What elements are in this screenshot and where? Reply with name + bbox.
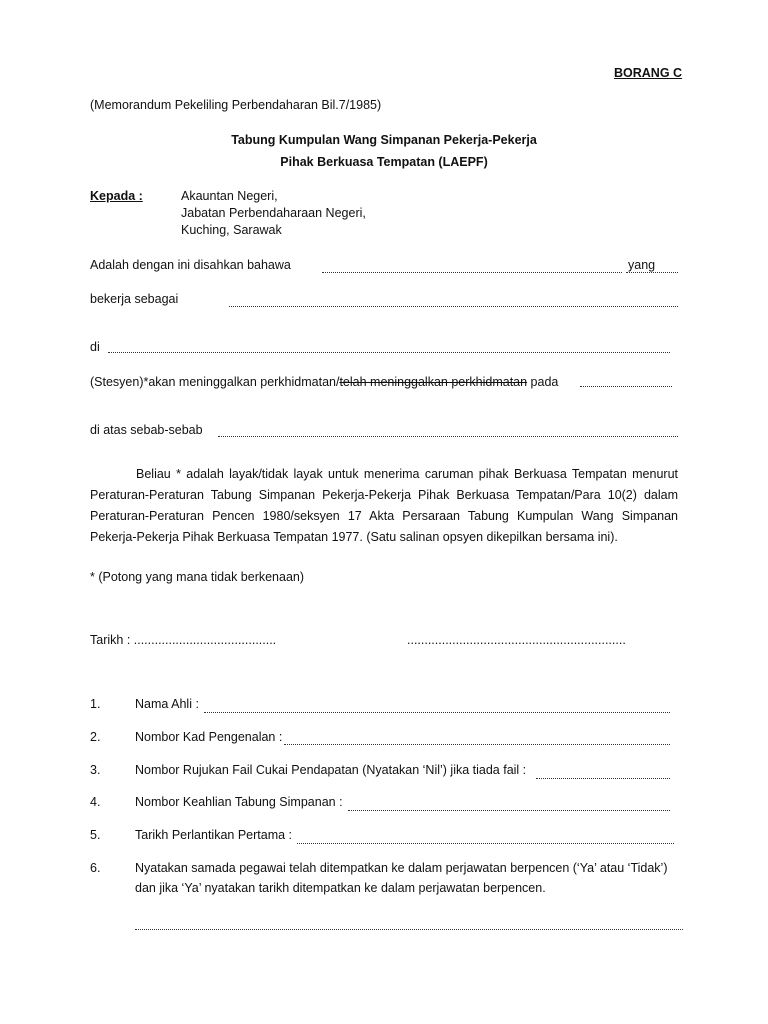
item-number: 5. (90, 828, 101, 842)
pension-post-field[interactable] (135, 929, 683, 930)
item-number: 4. (90, 795, 101, 809)
pension-post-label-continued: dan jika ‘Ya’ nyatakan tarikh ditempatkan ke dalam perjawatan berpencen. (135, 881, 546, 895)
item-number: 2. (90, 730, 101, 744)
at-label: di (90, 340, 100, 354)
leave-prefix: (Stesyen)*akan meninggalkan perkhidmatan/ (90, 375, 340, 389)
leave-date-field[interactable] (580, 386, 672, 387)
reason-field[interactable] (218, 436, 678, 437)
appointment-date-field[interactable] (297, 843, 674, 844)
name-field[interactable] (322, 272, 622, 273)
fund-membership-field[interactable] (348, 810, 670, 811)
address-line-3: Kuching, Sarawak (181, 223, 282, 237)
tax-file-field[interactable] (536, 778, 670, 779)
item-number: 6. (90, 861, 101, 875)
form-code: BORANG C (614, 66, 683, 80)
certify-suffix: yang (628, 258, 656, 272)
to-label: Kepada : (90, 189, 143, 203)
footnote: * (Potong yang mana tidak berkenaan) (90, 570, 305, 584)
appointment-date-label: Tarikh Perlantikan Pertama : (135, 828, 293, 842)
ic-number-field[interactable] (284, 744, 670, 745)
address-line-1: Akauntan Negeri, (181, 189, 278, 203)
member-name-label: Nama Ahli : (135, 697, 199, 711)
form-title-line1: Tabung Kumpulan Wang Simpanan Pekerja-Pekerja (231, 133, 537, 147)
ic-number-label: Nombor Kad Pengenalan : (135, 730, 283, 744)
eligibility-text: Beliau * adalah layak/tidak layak untuk menerima caruman pihak Berkuasa Tempatan menurut Peraturan-Peraturan Tabung Simpanan Pekerja-Pekerja Pihak Berkuasa Tempatan/Para 10(2) dalam Peraturan-Peraturan Pencen 1980/seksyen 17 Akta Persaraan Tabung Kumpulan Wang Simpanan Pekerja-Pekerja Pihak Berkuasa Tempatan 1977. (Satu salinan opsyen dikepilkan bersama ini). (90, 467, 678, 544)
eligibility-paragraph (90, 464, 678, 548)
leave-struck-text: telah meninggalkan perkhidmatan (339, 375, 528, 389)
leave-suffix: pada (527, 375, 559, 389)
memo-reference: (Memorandum Pekeliling Perbendaharan Bil.7/1985) (90, 98, 382, 112)
address-line-2: Jabatan Perbendaharaan Negeri, (181, 206, 366, 220)
fund-membership-label: Nombor Keahlian Tabung Simpanan : (135, 795, 343, 809)
tax-file-label: Nombor Rujukan Fail Cukai Pendapatan (Nyatakan ‘Nil’) jika tiada fail : (135, 763, 527, 777)
date-field[interactable]: Tarikh : ......................................... (90, 633, 277, 647)
item-number: 3. (90, 763, 101, 777)
worked-as-label: bekerja sebagai (90, 292, 179, 306)
member-name-field[interactable] (204, 712, 670, 713)
location-field[interactable] (108, 352, 670, 353)
signature-field[interactable]: ............................................................... (407, 633, 626, 647)
name-field-tail (626, 272, 678, 273)
leave-statement (90, 375, 558, 389)
pension-post-label: Nyatakan samada pegawai telah ditempatkan ke dalam perjawatan berpencen (‘Ya’ atau ‘Tidak’) (135, 861, 668, 875)
position-field[interactable] (229, 306, 678, 307)
form-title-line2: Pihak Berkuasa Tempatan (LAEPF) (280, 155, 488, 169)
certify-label: Adalah dengan ini disahkan bahawa (90, 258, 291, 272)
item-number: 1. (90, 697, 101, 711)
reason-label: di atas sebab-sebab (90, 423, 203, 437)
